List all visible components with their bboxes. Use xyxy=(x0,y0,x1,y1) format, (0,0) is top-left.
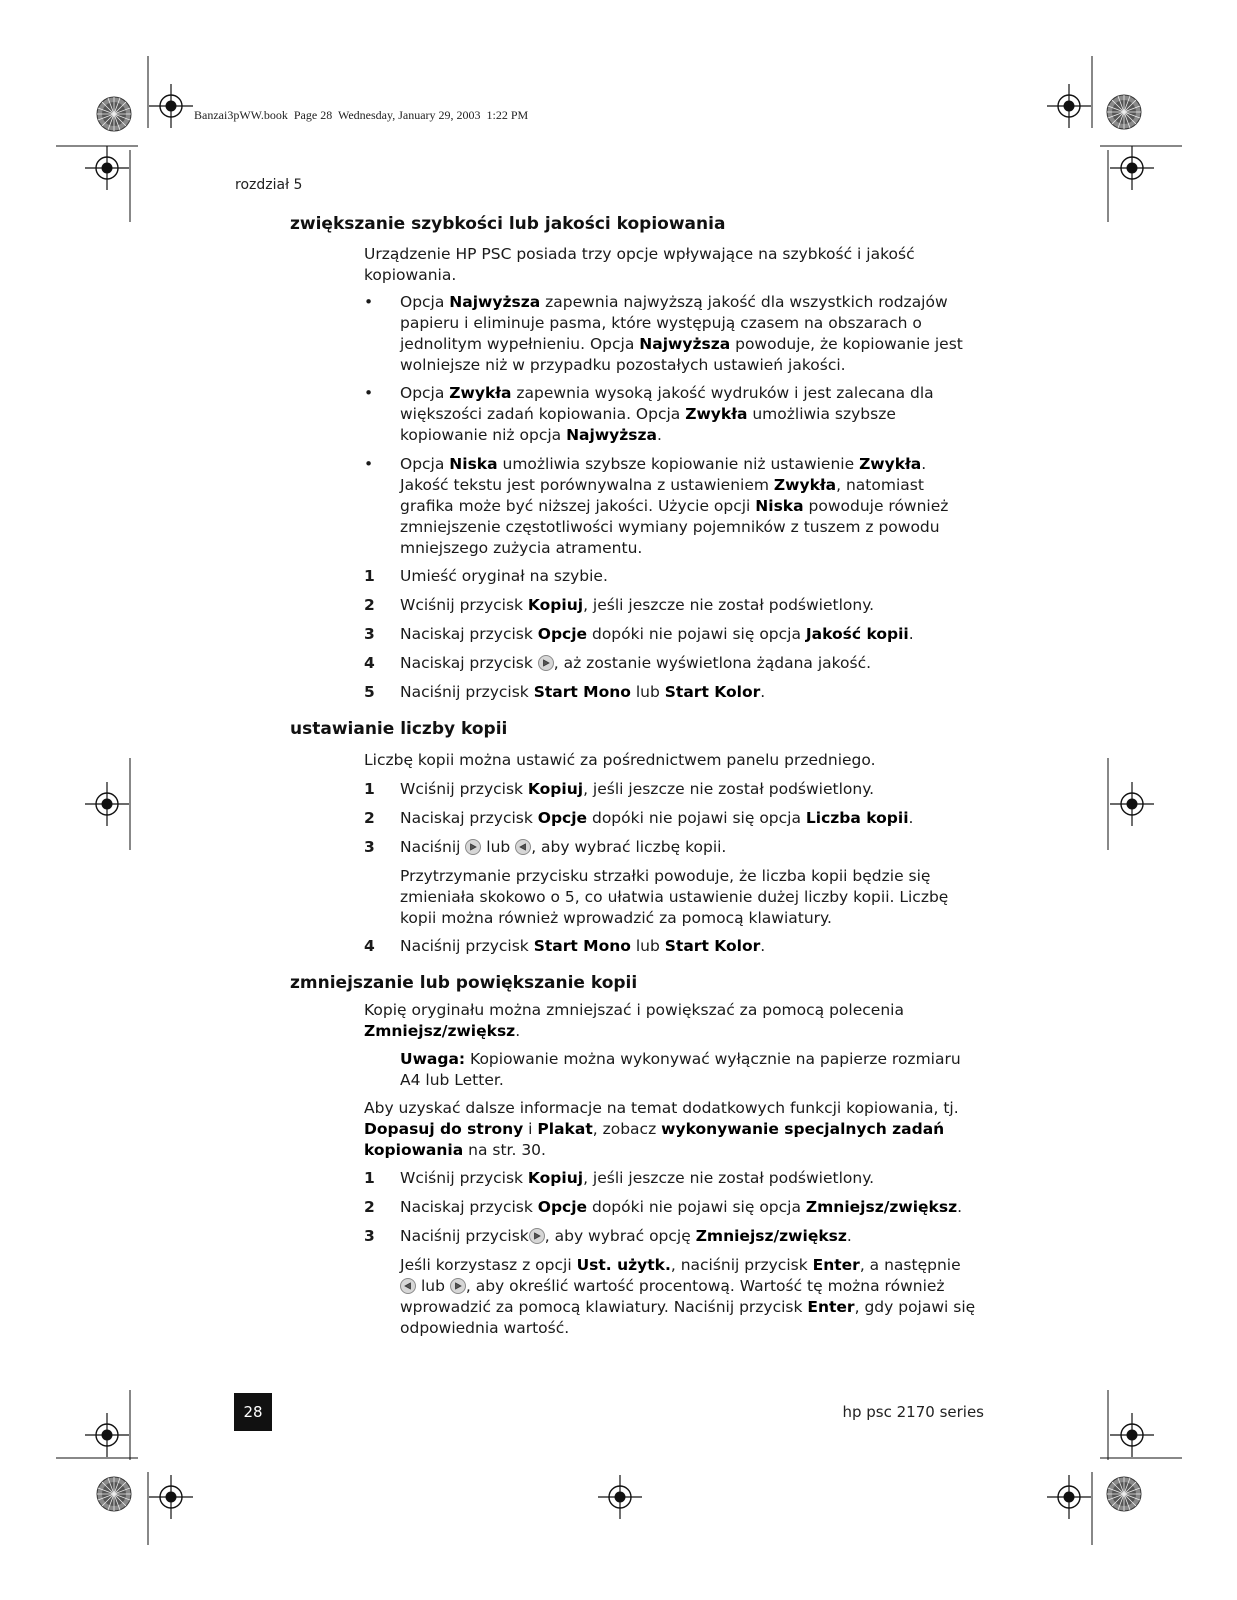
step-item: 2 Naciskaj przycisk Opcje dopóki nie pojawi się opcja Liczba kopii. xyxy=(364,809,914,827)
bullet-item: • Opcja Najwyższa zapewnia najwyższą jakość dla wszystkich rodzajów papieru i eliminuje pasma, które występują czasem na obszarach o jednolitym wypełnieniu. Opcja Najwyższa powoduje, że kopiowanie jest wolniejsze niż w przypadku pozostałych ustawień jakości. xyxy=(364,293,963,374)
chapter-label: rozdział 5 xyxy=(235,177,303,193)
step-item: 3 Naciskaj przycisk Opcje dopóki nie pojawi się opcja Jakość kopii. xyxy=(364,625,914,643)
step-number: 3 xyxy=(364,1227,375,1245)
step-item: 1 Wciśnij przycisk Kopiuj, jeśli jeszcze nie został podświetlony. xyxy=(364,780,875,798)
step-number: 1 xyxy=(364,567,375,585)
step-item: 2 Wciśnij przycisk Kopiuj, jeśli jeszcze nie został podświetlony. xyxy=(364,596,875,614)
bullet-marker: • xyxy=(364,384,374,402)
left-arrow-button-icon xyxy=(515,839,531,855)
section-title: zwiększanie szybkości lub jakości kopiowania xyxy=(290,214,726,234)
step-number: 1 xyxy=(364,780,375,798)
paragraph: Aby uzyskać dalsze informacje na temat dodatkowych funkcji kopiowania, tj. Dopasuj do strony i Plakat, zobacz wykonywanie specjalnych zadań kopiowania na str. 30. xyxy=(364,1099,959,1159)
right-arrow-button-icon xyxy=(465,839,481,855)
step-number: 2 xyxy=(364,596,375,614)
note-label: Uwaga: xyxy=(400,1050,466,1068)
step-note: Przytrzymanie przycisku strzałki powoduje, że liczba kopii będzie się zmieniała skokowo o 5, co ułatwia ustawienie dużej liczby kopii. Liczbę kopii można również wprowadzić za pomocą klawiatury. xyxy=(400,867,949,927)
step-number: 4 xyxy=(364,937,375,955)
step-item: 1 Wciśnij przycisk Kopiuj, jeśli jeszcze nie został podświetlony. xyxy=(364,1169,875,1187)
registration-mark-icon xyxy=(1110,146,1154,190)
step-item: 4 Naciskaj przycisk , aż zostanie wyświetlona żądana jakość. xyxy=(364,654,872,672)
star-target-icon xyxy=(97,97,131,131)
registration-mark-icon xyxy=(598,1475,642,1519)
cross-reference-link: wykonywanie specjalnych zadań kopiowania xyxy=(364,1120,945,1159)
print-slug: Banzai3pWW.book Page 28 Wednesday, January 29, 2003 1:22 PM xyxy=(194,108,529,122)
bullet-item: • Opcja Niska umożliwia szybsze kopiowanie niż ustawienie Zwykła. Jakość tekstu jest porównywalna z ustawieniem Zwykła, natomiast grafika może być niższej jakości. Użycie opcji Niska powoduje również zmniejszenie częstotliwości wymiany pojemników z tuszem z powodu mniejszego zużycia atramentu. xyxy=(364,455,949,557)
registration-mark-icon xyxy=(85,1413,129,1457)
step-number: 5 xyxy=(364,683,375,701)
registration-mark-icon xyxy=(1110,1413,1154,1457)
star-target-icon xyxy=(1107,1477,1141,1511)
note: Uwaga: Kopiowanie można wykonywać wyłącznie na papierze rozmiaru A4 lub Letter. xyxy=(400,1050,961,1089)
bullet-marker: • xyxy=(364,455,374,473)
step-number: 2 xyxy=(364,1198,375,1216)
step-item: 2 Naciskaj przycisk Opcje dopóki nie pojawi się opcja Zmniejsz/zwiększ. xyxy=(364,1198,963,1216)
step-item: 5 Naciśnij przycisk Start Mono lub Start Kolor. xyxy=(364,683,766,701)
step-number: 4 xyxy=(364,654,375,672)
bullet-item: • Opcja Zwykła zapewnia wysoką jakość wydruków i jest zalecana dla większości zadań kopiowania. Opcja Zwykła umożliwia szybsze kopiowanie niż opcja Najwyższa. xyxy=(364,384,934,444)
step-number: 2 xyxy=(364,809,375,827)
step-item: 1 Umieść oryginał na szybie. xyxy=(364,567,608,585)
step-item: 3 Naciśnij lub , aby wybrać liczbę kopii. xyxy=(364,838,727,856)
right-arrow-button-icon xyxy=(529,1228,545,1244)
registration-mark-icon xyxy=(1047,84,1091,128)
paragraph: Urządzenie HP PSC posiada trzy opcje wpływające na szybkość i jakość kopiowania. xyxy=(364,245,915,284)
bullet-marker: • xyxy=(364,293,374,311)
paragraph: Liczbę kopii można ustawić za pośrednictwem panelu przedniego. xyxy=(364,751,876,769)
registration-mark-icon xyxy=(1047,1475,1091,1519)
registration-mark-icon xyxy=(85,782,129,826)
step-item: 4 Naciśnij przycisk Start Mono lub Start Kolor. xyxy=(364,937,766,955)
step-number: 3 xyxy=(364,625,375,643)
registration-mark-icon xyxy=(149,84,193,128)
step-note: Jeśli korzystasz z opcji Ust. użytk., naciśnij przycisk Enter, a następnie lub , aby określić wartość procentową. Wartość tę można również wprowadzić za pomocą klawiatury. Naciśnij przycisk Enter, gdy pojawi się odpowiednia wartość. xyxy=(400,1256,976,1337)
step-item: 3 Naciśnij przycisk , aby wybrać opcję Zmniejsz/zwiększ. xyxy=(364,1227,852,1245)
registration-mark-icon xyxy=(149,1475,193,1519)
star-target-icon xyxy=(1107,95,1141,129)
registration-mark-icon xyxy=(85,146,129,190)
step-number: 3 xyxy=(364,838,375,856)
registration-mark-icon xyxy=(1110,782,1154,826)
right-arrow-button-icon xyxy=(450,1278,466,1294)
section-title: ustawianie liczby kopii xyxy=(290,719,508,739)
product-name: hp psc 2170 series xyxy=(842,1403,984,1421)
left-arrow-button-icon xyxy=(400,1278,416,1294)
paragraph: Kopię oryginału można zmniejszać i powiększać za pomocą polecenia Zmniejsz/zwiększ. xyxy=(364,1001,904,1040)
page-number: 28 xyxy=(234,1393,272,1431)
section-title: zmniejszanie lub powiększanie kopii xyxy=(290,973,638,993)
step-number: 1 xyxy=(364,1169,375,1187)
right-arrow-button-icon xyxy=(538,655,554,671)
star-target-icon xyxy=(97,1477,131,1511)
